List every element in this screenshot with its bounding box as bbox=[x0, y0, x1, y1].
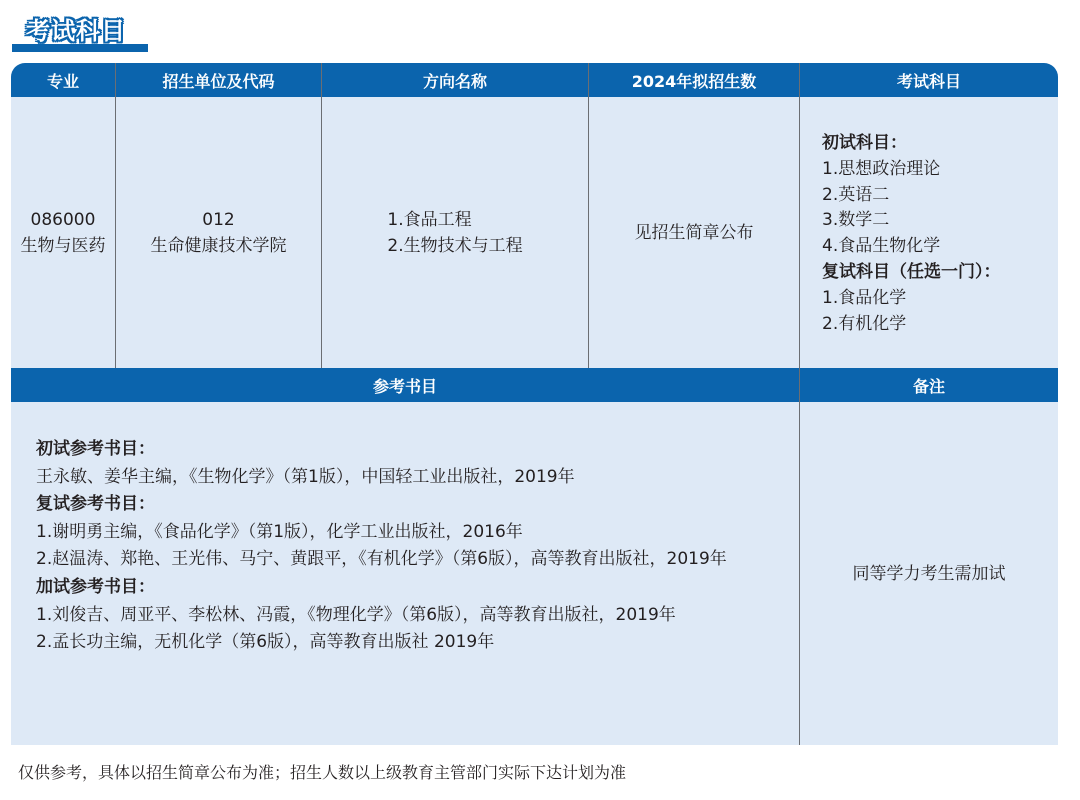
cell-notes bbox=[800, 402, 1058, 745]
exam-retest-title: 复试科目（任选一门）： bbox=[822, 261, 1001, 282]
major-name: 生物与医药 bbox=[20, 235, 106, 256]
section-title bbox=[12, 14, 148, 52]
section-title-text: 考试科目 bbox=[26, 17, 126, 45]
unit-code: 012 bbox=[202, 209, 235, 230]
books-list bbox=[36, 436, 776, 657]
books-retest-item: 2.赵温涛、郑艳、王光伟、马宁、黄跟平，《有机化学》（第6版），高等教育出版社，2019年 bbox=[36, 549, 727, 570]
exam-initial-item: 4.食品生物化学 bbox=[822, 236, 941, 257]
header-major: 专业 bbox=[11, 63, 115, 97]
header-exam: 考试科目 bbox=[800, 63, 1058, 97]
books-extra-item: 2.孟长功主编，无机化学（第6版），高等教育出版社 2019年 bbox=[36, 632, 495, 653]
header-direction: 方向名称 bbox=[322, 63, 588, 97]
header-books: 参考书目 bbox=[11, 368, 799, 402]
cell-unit bbox=[116, 97, 321, 368]
header-notes: 备注 bbox=[800, 368, 1058, 402]
books-extra-title: 加试参考书目： bbox=[36, 576, 155, 597]
exam-initial-item: 3.数学二 bbox=[822, 210, 890, 231]
cell-major bbox=[11, 97, 115, 368]
header-quota: 2024年拟招生数 bbox=[589, 63, 799, 97]
books-retest-title: 复试参考书目： bbox=[36, 494, 155, 515]
header-unit: 招生单位及代码 bbox=[116, 63, 321, 97]
notes-text: 同等学力考生需加试 bbox=[852, 563, 1006, 584]
direction-item: 2.生物技术与工程 bbox=[387, 235, 523, 256]
cell-direction bbox=[322, 97, 588, 368]
cell-exam bbox=[822, 131, 1052, 337]
books-retest-item: 1.谢明勇主编，《食品化学》（第1版），化学工业出版社，2016年 bbox=[36, 521, 523, 542]
exam-initial-title: 初试科目： bbox=[822, 133, 907, 153]
footer-disclaimer: 仅供参考，具体以招生简章公布为准；招生人数以上级教育主管部门实际下达计划为准 bbox=[18, 763, 627, 782]
books-initial-title: 初试参考书目： bbox=[36, 439, 155, 459]
cell-quota bbox=[589, 97, 799, 368]
exam-retest-item: 2.有机化学 bbox=[822, 313, 907, 334]
direction-item: 1.食品工程 bbox=[387, 209, 472, 230]
exam-initial-item: 2.英语二 bbox=[822, 184, 890, 205]
unit-name: 生命健康技术学院 bbox=[150, 235, 287, 256]
exam-initial-item: 1.思想政治理论 bbox=[822, 158, 941, 179]
exam-retest-item: 1.食品化学 bbox=[822, 287, 907, 308]
quota-text: 见招生简章公布 bbox=[634, 222, 754, 243]
books-extra-item: 1.刘俊吉、周亚平、李松林、冯霞，《物理化学》（第6版），高等教育出版社，2019年 bbox=[36, 604, 676, 625]
major-code: 086000 bbox=[30, 209, 96, 230]
books-initial-item: 王永敏、姜华主编，《生物化学》（第1版），中国轻工业出版社，2019年 bbox=[36, 466, 575, 487]
